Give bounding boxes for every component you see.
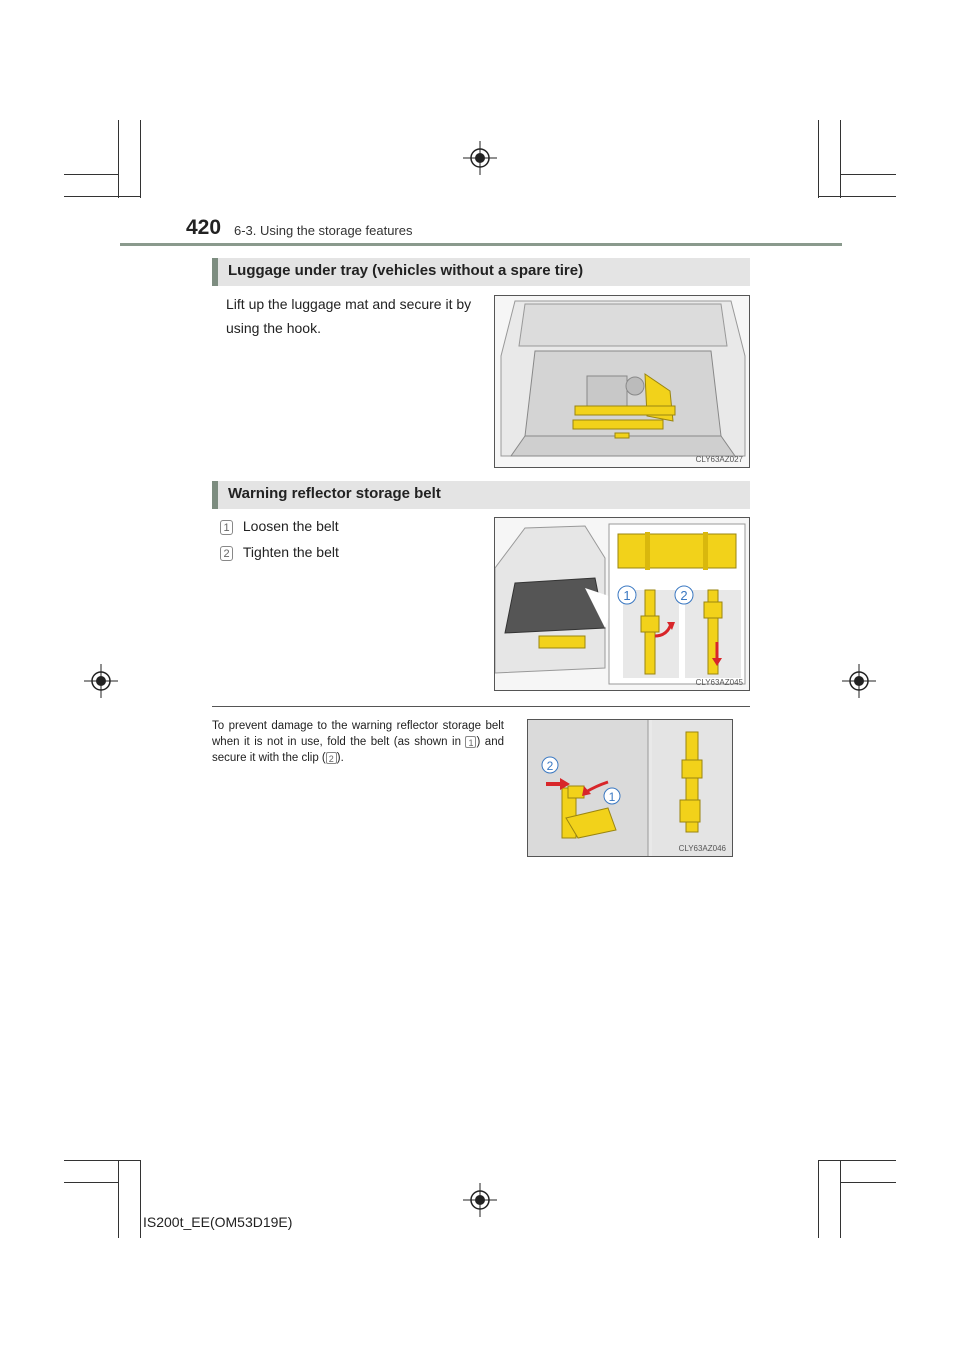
belt-folding-illustration — [527, 719, 733, 857]
crop-mark — [818, 1160, 896, 1161]
crop-mark — [64, 196, 140, 197]
registration-mark-icon — [463, 1183, 497, 1217]
note-text: To prevent damage to the warning reflector storage belt when it is not in use, fold the belt (as shown in — [212, 720, 504, 748]
section-heading-text: Warning reflector storage belt — [228, 485, 441, 502]
trunk-open-drawing — [495, 296, 750, 468]
reflector-belt-illustration — [494, 517, 750, 691]
step-item — [220, 540, 339, 564]
crop-mark — [140, 120, 141, 198]
page-number: 420 — [186, 216, 222, 239]
crop-mark — [118, 120, 119, 198]
step-text: Loosen the belt — [242, 518, 339, 534]
crop-mark — [64, 174, 118, 175]
crop-mark — [840, 1182, 896, 1183]
registration-mark-icon — [84, 664, 118, 698]
crop-mark — [118, 1160, 119, 1238]
image-code: CLY63AZ045 — [695, 678, 743, 687]
callout-number: 1 — [608, 790, 616, 804]
crop-mark — [64, 1182, 118, 1183]
section-title: 6-3. Using the storage features — [234, 223, 413, 238]
crop-mark — [840, 174, 896, 175]
crop-mark — [818, 1160, 819, 1238]
note-text: ). — [336, 752, 344, 764]
crop-mark — [818, 120, 819, 198]
step-number-badge: 2 — [220, 546, 233, 561]
image-code: CLY63AZ046 — [678, 844, 726, 853]
callout-number: 2 — [680, 588, 688, 603]
note-badge: 1 — [465, 736, 476, 748]
registration-mark-icon — [463, 141, 497, 175]
callout-number: 2 — [546, 759, 554, 773]
crop-mark — [64, 1160, 140, 1161]
step-text: Tighten the belt — [242, 544, 339, 560]
registration-mark-icon — [842, 664, 876, 698]
image-code: CLY63AZ027 — [695, 455, 743, 464]
section-heading-text: Luggage under tray (vehicles without a spare tire) — [228, 262, 584, 279]
crop-mark — [140, 1160, 141, 1238]
callout-number: 1 — [623, 588, 631, 603]
document-id: IS200t_EE(OM53D19E) — [143, 1214, 293, 1230]
luggage-tray-instruction: Lift up the luggage mat and secure it by using the hook. — [226, 296, 472, 336]
belt-folding-drawing — [528, 720, 733, 857]
crop-mark — [840, 1160, 841, 1238]
section-divider — [212, 706, 750, 707]
header-rule — [120, 243, 842, 246]
luggage-tray-illustration — [494, 295, 750, 468]
section-heading-luggage-tray — [212, 258, 750, 286]
note-text: ) and secure it with the clip ( — [212, 736, 504, 764]
section-heading-warning-reflector — [212, 481, 750, 509]
step-number-badge: 1 — [220, 520, 233, 535]
reflector-belt-drawing — [495, 518, 750, 691]
crop-mark — [840, 120, 841, 198]
note-badge: 2 — [326, 752, 337, 764]
crop-mark — [818, 196, 896, 197]
storage-belt-note — [212, 718, 504, 766]
step-item — [220, 514, 339, 538]
